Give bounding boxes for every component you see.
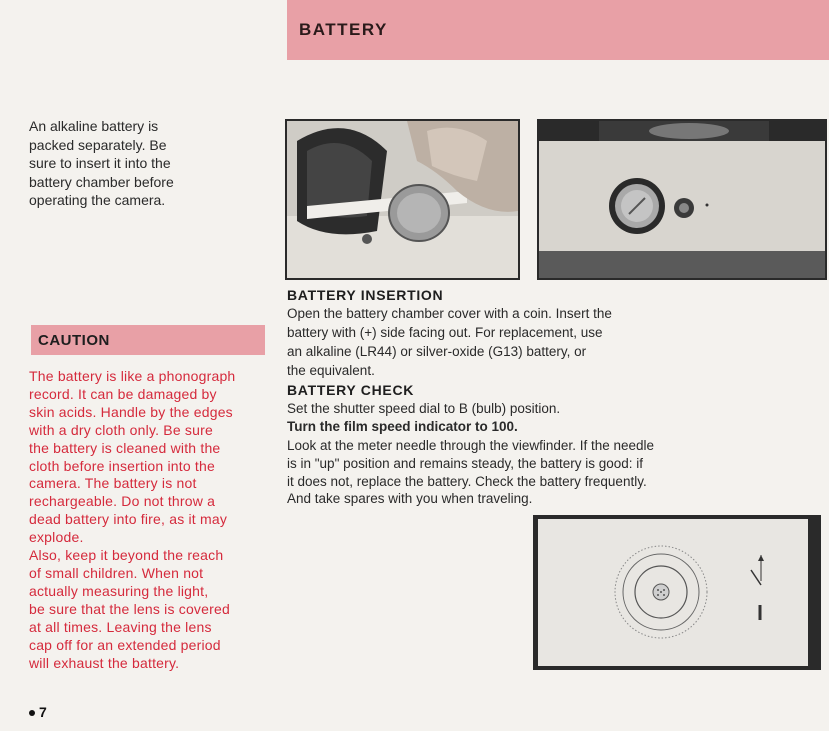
battery-chamber-photo <box>537 119 827 280</box>
caution-line: will exhaust the battery. <box>29 654 180 671</box>
caution-line: rechargeable. Do not throw a <box>29 493 216 510</box>
caution-line: record. It can be damaged by <box>29 385 217 402</box>
check-instruction-2: Turn the film speed indicator to 100. <box>287 419 518 434</box>
battery-insertion-heading: BATTERY INSERTION <box>287 287 444 303</box>
caution-line: of small children. When not <box>29 564 204 581</box>
caution-line: skin acids. Handle by the edges <box>29 403 233 420</box>
battery-insertion-photo <box>285 119 520 280</box>
viewfinder-illustration <box>533 515 821 670</box>
check-line: is in "up" position and remains steady, the battery is good: if <box>287 455 644 471</box>
intro-line: battery chamber before <box>29 173 174 190</box>
caution-line: cap off for an extended period <box>29 636 221 653</box>
battery-chamber-illustration <box>539 121 825 278</box>
battery-check-heading: BATTERY CHECK <box>287 382 415 398</box>
insertion-line: the equivalent. <box>287 363 375 378</box>
caution-line: dead battery into fire, as it may <box>29 511 228 528</box>
intro-line: An alkaline battery is <box>29 118 159 134</box>
intro-line: operating the camera. <box>29 192 166 208</box>
check-line: it does not, replace the battery. Check the battery frequently. <box>287 473 647 489</box>
intro-text <box>29 117 249 210</box>
insertion-line: Open the battery chamber cover with a coin. Insert the <box>287 306 612 321</box>
caution-line: be sure that the lens is covered <box>29 600 230 617</box>
caution-line: with a dry cloth only. Be sure <box>29 421 213 438</box>
insertion-line: battery with (+) side facing out. For replacement, use <box>287 325 603 340</box>
viewfinder-diagram <box>533 515 821 670</box>
caution-line: camera. The battery is not <box>29 475 197 492</box>
caution-line: the battery is cleaned with the <box>29 439 221 456</box>
caution-line: Also, keep it beyond the reach <box>29 547 224 564</box>
intro-line: sure to insert it into the <box>29 155 171 171</box>
caution-line: actually measuring the light, <box>29 582 209 599</box>
page-number <box>29 704 47 720</box>
caution-line: at all times. Leaving the lens <box>29 618 212 635</box>
caution-line: The battery is like a phonograph <box>29 368 236 384</box>
hand-with-battery-illustration <box>287 121 518 278</box>
caution-line: explode. <box>29 529 84 546</box>
check-instruction-1: Set the shutter speed dial to B (bulb) position. <box>287 401 561 416</box>
battery-check-text <box>287 437 767 508</box>
caution-heading: CAUTION <box>38 332 110 349</box>
page-number-value: 7 <box>39 704 47 720</box>
battery-insertion-text <box>287 304 707 380</box>
bullet-icon <box>29 710 35 716</box>
check-line: And take spares with you when traveling. <box>287 491 533 507</box>
intro-line: packed separately. Be <box>29 136 167 153</box>
page-title: BATTERY <box>299 20 388 39</box>
caution-line: cloth before insertion into the <box>29 457 215 474</box>
insertion-line: an alkaline (LR44) or silver-oxide (G13) battery, or <box>287 344 587 359</box>
caution-text <box>29 368 269 672</box>
check-line: Look at the meter needle through the viewfinder. If the needle <box>287 438 654 453</box>
